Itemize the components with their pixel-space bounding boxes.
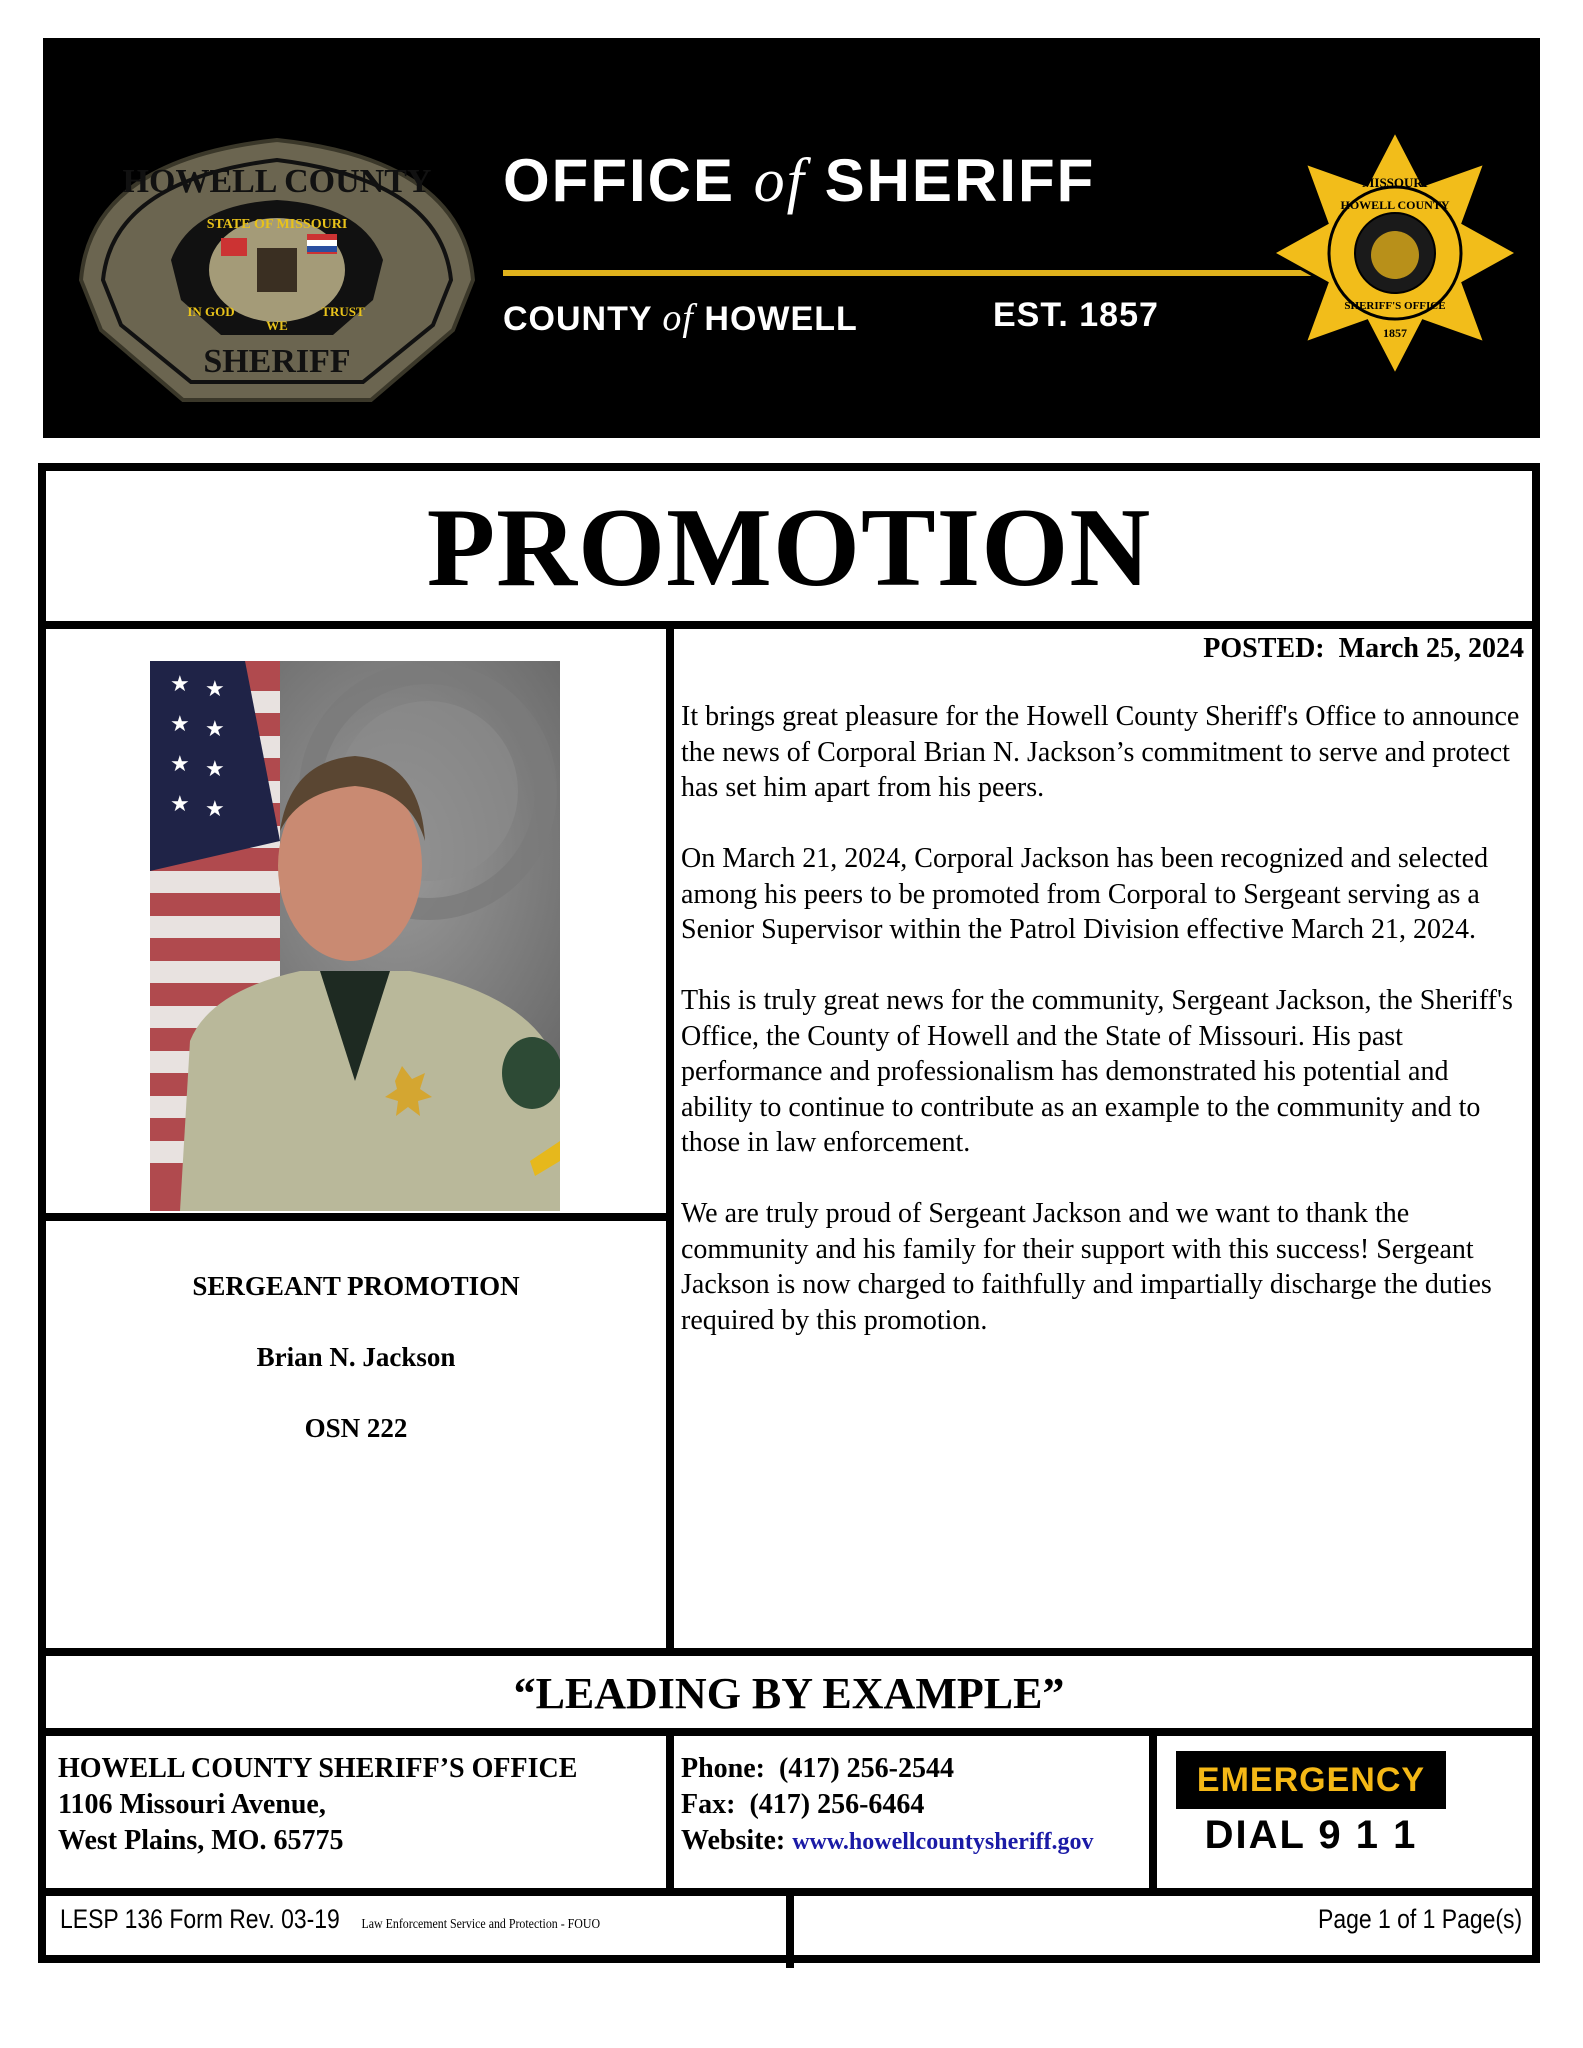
svg-text:★: ★ xyxy=(170,672,190,697)
emergency-label: EMERGENCY xyxy=(1176,1751,1446,1809)
officer-osn: OSN 222 xyxy=(304,1413,408,1443)
body-paragraph: We are truly proud of Sergeant Jackson and we want to thank the community and his family for their support with this success! Sergeant Jackson is now charged to faithfully and impartially discharge the duties required by this promotion. xyxy=(681,1198,1492,1336)
promotion-document-frame xyxy=(38,463,1540,1963)
svg-text:SHERIFF'S OFFICE: SHERIFF'S OFFICE xyxy=(1344,300,1446,312)
officer-portrait-photo xyxy=(150,661,560,1211)
svg-text:STATE OF MISSOURI: STATE OF MISSOURI xyxy=(206,217,348,232)
divider-above-slogan xyxy=(46,1648,1532,1656)
svg-text:★: ★ xyxy=(205,797,225,822)
subtitle-of: of xyxy=(662,297,694,339)
posted-date: March 25, 2024 xyxy=(1338,633,1524,664)
fax-number: (417) 256-6464 xyxy=(749,1789,925,1820)
office-address xyxy=(58,1751,577,1859)
posted-date-line xyxy=(1203,633,1524,665)
svg-text:SHERIFF: SHERIFF xyxy=(203,343,351,380)
fax-label: Fax: xyxy=(681,1789,736,1820)
svg-text:★: ★ xyxy=(170,752,190,777)
svg-text:★: ★ xyxy=(170,712,190,737)
form-identifier xyxy=(60,1904,600,1935)
svg-text:IN GOD: IN GOD xyxy=(187,304,235,319)
svg-text:TRUST: TRUST xyxy=(321,304,365,319)
title-word-sheriff: SHERIFF xyxy=(824,147,1096,214)
contact-details xyxy=(681,1751,1094,1860)
svg-text:HOWELL COUNTY: HOWELL COUNTY xyxy=(1340,198,1450,212)
body-paragraph: This is truly great news for the community, Sergeant Jackson, the Sheriff's Office, the County of Howell and the State of Missouri. His past performance and professionalism has demonstrated his potential and ability to continue to contribute as an example to the community and to those in law enforcement. xyxy=(681,985,1513,1158)
column-divider xyxy=(666,621,674,1656)
svg-text:★: ★ xyxy=(205,717,225,742)
website-label: Website: xyxy=(681,1825,786,1856)
contact-divider-1 xyxy=(666,1728,674,1888)
posted-label: POSTED: xyxy=(1203,633,1325,664)
website-line xyxy=(681,1823,1094,1860)
body-paragraph: On March 21, 2024, Corporal Jackson has been recognized and selected among his peers to be promoted from Corporal to Sergeant serving as a Senior Supervisor within the Patrol Division effective March 21, 2024. xyxy=(681,843,1489,945)
divider-below-slogan xyxy=(46,1728,1532,1736)
divider-below-title xyxy=(46,621,1532,629)
svg-text:MISSOURI: MISSOURI xyxy=(1362,175,1428,190)
divider-below-photo xyxy=(46,1213,666,1221)
county-subtitle xyxy=(503,296,1159,340)
phone-label: Phone: xyxy=(681,1753,765,1784)
address-line-2: West Plains, MO. 65775 xyxy=(58,1825,344,1856)
fax-line xyxy=(681,1787,1094,1823)
body-paragraph: It brings great pleasure for the Howell County Sheriff's Office to announce the news of Corporal Brian N. Jackson’s commitment to serve and protect has set him apart from his peers. xyxy=(681,701,1520,803)
title-word-of: of xyxy=(753,147,806,215)
title-word-office: OFFICE xyxy=(503,147,735,214)
contact-divider-2 xyxy=(1149,1728,1157,1888)
portrait-image xyxy=(150,661,560,1211)
svg-text:HOWELL COUNTY: HOWELL COUNTY xyxy=(122,163,432,200)
established-year: EST. 1857 xyxy=(993,296,1159,334)
promotion-type: SERGEANT PROMOTION xyxy=(192,1271,520,1301)
svg-text:★: ★ xyxy=(205,677,225,702)
document-title: PROMOTION xyxy=(426,486,1152,610)
address-line-1: 1106 Missouri Avenue, xyxy=(58,1789,326,1820)
svg-text:1857: 1857 xyxy=(1383,326,1407,340)
form-number: LESP 136 Form Rev. 03-19 xyxy=(60,1904,340,1934)
gold-divider-rule xyxy=(503,270,1323,276)
office-of-sheriff-title xyxy=(503,146,1095,217)
announcement-body xyxy=(681,699,1521,1374)
svg-text:★: ★ xyxy=(170,792,190,817)
phone-line xyxy=(681,1751,1094,1787)
subtitle-county: COUNTY xyxy=(503,300,652,338)
phone-number[interactable]: (417) 256-2544 xyxy=(779,1753,954,1784)
sheriff-patch-logo xyxy=(71,130,483,410)
subtitle-howell: HOWELL xyxy=(704,300,858,338)
dial-911: DIAL 9 1 1 xyxy=(1204,1813,1418,1857)
header-banner xyxy=(43,38,1540,438)
svg-text:★: ★ xyxy=(205,757,225,782)
website-link[interactable]: www.howellcountysheriff.gov xyxy=(792,1829,1094,1855)
office-name: HOWELL COUNTY SHERIFF’S OFFICE xyxy=(58,1753,578,1784)
officer-name: Brian N. Jackson xyxy=(256,1342,456,1372)
page-indicator: Page 1 of 1 Page(s) xyxy=(1317,1904,1522,1934)
footer-divider xyxy=(786,1888,794,1968)
svg-text:WE: WE xyxy=(266,318,288,333)
slogan: “LEADING BY EXAMPLE” xyxy=(513,1668,1065,1718)
form-note: Law Enforcement Service and Protection - FOUO xyxy=(361,1917,601,1932)
sheriff-star-badge-icon xyxy=(1265,123,1525,383)
